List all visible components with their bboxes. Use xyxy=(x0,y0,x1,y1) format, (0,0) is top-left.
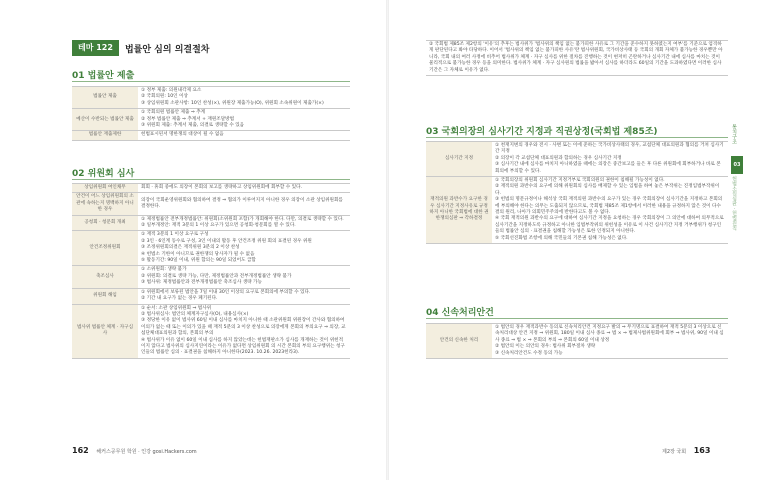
table-row xyxy=(72,288,350,304)
content-line: ② 국회법 제85조 제2항의 '이유'의 추후는 법사위가 '법사위의 책임 없는 불가피한 사유로 그 기간을 준수하지 못하였는지 여부'를 기준으로 엄격하게 판단된다고 봐야 타당하다. 이어서 '법사위의 책임 없는 불가피한 사유'란 법사위원회, 국가비상사태 등 국회의 개회 자체가 불가능한 경우뿐만 아니라, 국회 내의 여러 사정에 비추어 법사위가 체계 · 자구 심사를 위한 절차를 진행하는 것이 현저히 곤란하거나 심사기간 내에 심사를 마치는 것이 물리적으로 불가능한 경우 등을 의미한다. 법사위가 체계 · 자구 심사원의 법률을 밟아서 심사를 하더라도 60일의 기간을 도과하였다면 이러한 심사기간은 그 자체로 이유가 없다. xyxy=(429,42,723,73)
table-row xyxy=(72,87,350,109)
content-line: ① 국회의원 법률안 제출 ⇒ 추계 xyxy=(141,110,206,116)
table-bill-submission xyxy=(72,86,350,141)
section-divider xyxy=(72,81,350,82)
table-row xyxy=(426,177,728,244)
content-line: ③ 심사기간 내에 심사를 마치지 아니하였을 때에는 의장은 중간보고를 들은 후 다른 위원회에 회부하거나 바로 본회의에 부의할 수 있다. xyxy=(495,162,721,174)
row-content xyxy=(138,288,350,304)
row-content xyxy=(138,215,350,231)
table-row xyxy=(72,215,350,231)
content-line: ③ 위원회 제출: 추계서 제출, 의결로 생략할 수 있음 xyxy=(141,123,245,129)
row-header: 법사위 법률안 체계 · 자구심사 xyxy=(72,304,138,358)
content-line: ② 법사위심사: 법안의 체계자구심사(O), 내용심사(×) xyxy=(141,311,249,317)
row-content xyxy=(138,131,350,140)
theme-badge: 테마 122 xyxy=(72,40,119,56)
content-line: ② 정부 법률안 제출 ⇒ 추계서 + 재원조달방법 xyxy=(141,116,235,122)
content-line: ① 순서: 소관 상임위원회 ⇒ 법사위 xyxy=(141,305,212,311)
content-line: ② 위원회: 의결로 생략 가능, 다만, 제정법률안과 전부개정법률안 생략 불가 xyxy=(141,273,292,279)
row-content xyxy=(492,142,728,177)
table-review-period xyxy=(426,141,728,244)
left-footer xyxy=(72,446,197,455)
content-line: 의장이 국회운영위원회와 협의하여 결정 ⇒ 협의가 이루어지지 아니한 경우 의장이 소관 상임위원회를 결정한다. xyxy=(141,197,343,210)
content-line: ① 제정법률안 전부개정법률안: 위원회(소위원회 포함)가 개회해야 한다. 다만, 의결로 생략할 수 있다. xyxy=(141,216,344,222)
section-divider xyxy=(426,318,728,319)
row-content xyxy=(138,266,350,288)
content-line: ③ 헌법의 명문규정이나 해석상 국회 재적의원 과반수의 요구가 있는 경우 국회의장이 심사기간을 지정하고 본회의에 부의해야 한다는 의무는 도출되지 않으므로, 국회법 제85조 제1항에서 이러한 내용을 규정하지 않은 것이 다수결의 원리, 나아가 의회민주주의에 반한다고도 볼 수 없다. xyxy=(495,197,723,216)
content-line: ④ 헌법소 기한이 아니므로 권한쟁의 당사자가 될 수 없음 xyxy=(141,251,255,257)
table-row xyxy=(426,324,728,359)
row-header: 위원회 해임 xyxy=(72,288,138,304)
row-content xyxy=(138,193,350,215)
row-header: 법률안 제출 xyxy=(72,87,138,109)
row-content xyxy=(138,184,350,193)
content-line: ① 국회의장의 위원회 심사기간 지정거부로 국회의원의 권한이 침해될 가능성이 없다. xyxy=(495,178,665,184)
row-header: 공청회 · 청문회 개최 xyxy=(72,215,138,231)
footer-text: 해커스공무원 학원 · 인강 gosi.Hackers.com xyxy=(96,449,197,455)
section-divider xyxy=(426,137,728,138)
row-content xyxy=(492,177,728,244)
table-row xyxy=(72,109,350,131)
page-number: 162 xyxy=(72,446,89,455)
section-title-2: 02 위원회 심사 xyxy=(72,169,135,179)
content-line: 헌법표시된서 명한쟁의 대상이 될 수 없음 xyxy=(141,132,224,138)
row-content xyxy=(426,41,728,76)
row-content xyxy=(138,87,350,109)
content-line: ② 법안의 이는 의안의 경우: 법사위 회부절차 생략 xyxy=(495,344,596,350)
table-committee-review xyxy=(72,183,350,359)
table-row xyxy=(72,131,350,140)
content-line: ① 소위원회: 생략 불가 xyxy=(141,267,187,273)
row-header: 상임위원회 여인채무 xyxy=(72,184,138,193)
table-row xyxy=(72,231,350,266)
row-content xyxy=(492,324,728,359)
section-title-3: 03 국회의장의 심사기간 지정과 직권상정(국회법 제85조) xyxy=(426,127,658,137)
content-line: ② 재적의원 과반수의 요구에 의해 위원회의 심사를 배제할 수 있는 입법을 하여 놓은 부작위는 진정입법부작위이다. xyxy=(495,184,720,196)
content-line: ③ 법사위: 제정법률안과 전부개정법률안 축조심사 생략 가능 xyxy=(141,280,262,286)
row-header: 예산이 수반되는 법률안 제출 xyxy=(72,109,138,131)
table-row xyxy=(72,193,350,215)
side-index xyxy=(731,124,745,236)
content-line: ② 기간 내 요구가 없는 경우 폐기된다. xyxy=(141,296,218,302)
right-footer xyxy=(662,446,710,455)
row-header: 안건이 어느 상임위원회의 소관에 속하는지 명백하지 아니한 경우 xyxy=(72,193,138,215)
content-line: ① 위원회에서 보류된 법안을 7일 이내 30인 이상의 요구로 본회의에 부의할 수 있다. xyxy=(141,289,311,295)
table-fast-track xyxy=(426,323,728,359)
table-row xyxy=(426,41,728,76)
row-header: 안건조정위원회 xyxy=(72,231,138,266)
content-line: ② 일부개정안: 재적 3분의 1 이상 요구가 있으면 공청회·청문회를 열 수 있다. xyxy=(141,223,296,229)
content-line: ③ 신속처리안건도 수정 동의 가능 xyxy=(495,350,563,356)
chapter-tab[interactable]: 03 xyxy=(731,156,743,174)
table-row xyxy=(72,184,350,193)
content-line: ① 재적 3분의 1 이상 요구로 구성 xyxy=(141,232,209,238)
row-header: 축조심사 xyxy=(72,266,138,288)
row-header: 심사기간 지정 xyxy=(426,142,492,177)
content-line: ③ 정당한 이유 없이 법사위 60일 이내 심사를 마치지 아니한 때 소관위원회 위원장이 간사와 협의하여 이의가 없는 때 또는 이의가 있을 때 재적 5분의 3 이상 찬성으로 의장에게 본회의 부의요구 ⇒ 의장, 교섭단체대표의원과 합의, 본회의 부의 xyxy=(141,318,346,337)
content-line: 회회 · 휴회 중에도 의장이 본회의 보고를 생략하고 상임위원회에 회부할 수 있다. xyxy=(141,185,302,190)
content-line: ① 정부 제출: 의원내각제 요소 xyxy=(141,88,202,93)
table-continued xyxy=(426,40,728,76)
theme-header xyxy=(72,40,209,56)
row-header: 법률안 재출제한 xyxy=(72,131,138,140)
content-line: ③ 조정위원회의결은 재적위원 3분의 2 이상 찬성 xyxy=(141,245,240,251)
content-line: ③ 상임위원회 소관사항: 10인 찬성(×), 위원장 제출가능(O), 위원회 소속위원이 제출가(×) xyxy=(141,100,324,106)
row-content xyxy=(138,109,350,131)
row-header: 안건의 신속한 처리 xyxy=(426,324,492,359)
content-line: ① 천재지변의 경우와 전시 · 사변 또는 이에 준하는 국가비상사태의 경우, 교섭단체 대표의원과 협의를 거쳐 심사기간 지정 xyxy=(495,143,724,155)
table-row xyxy=(426,142,728,177)
side-top-label: 통치구조 xyxy=(731,124,737,144)
row-content xyxy=(138,304,350,358)
section-divider xyxy=(72,179,350,180)
content-line: ② 의장이 각 교섭단체 대표의원과 합의하는 경우 심사기간 지정 xyxy=(495,155,622,161)
content-line: ② 3인 · 6인계 동수로 구성, 3인 이내의 활동 후 안건조정 위원 회의 표결된 경우 위원 xyxy=(141,238,312,244)
content-line: ② 국회의원: 10인 이상 xyxy=(141,94,188,100)
side-sub-label: 헌법소원심판 · 헌법원칙 xyxy=(731,176,737,231)
row-content xyxy=(138,231,350,266)
right-page xyxy=(388,0,775,480)
footer-chapter: 제2장 국회 xyxy=(662,449,687,455)
section-title-4: 04 신속처리안건 xyxy=(426,308,494,318)
theme-title: 법률안 심의 의결절차 xyxy=(124,44,210,55)
section-title-1: 01 법률안 제출 xyxy=(72,71,135,81)
content-line: ⑤ 국회선진화법 조항에 의해 국민들의 기본권 침해 가능성은 없다. xyxy=(495,235,628,241)
content-line: ④ 국회 재적의원 과반수의 요구에 대하여 심사기간 지정을 요청하는 경우 국회의장이 그 의안에 대하여 의무적으로 심사기간을 지정하도록 규정하고 아니한 입법부작위의 위헌성을 이유로 이 사건 심사기간 지정 거부행위가 청구인들의 법률안 심의 · 표결권을 침해할 가능성은 또한 인정되지 아니한다. xyxy=(495,216,724,235)
content-line: ① 법안의 경우 재적과반수 동의로 신속처리안건 지정요구 발의 ⇒ 무기명으로 표결하여 재적 5분의 3 이상으로 신속처리대상 안건 지정 ⇒ 위원회, 180일 이내 심사 종료 ⇒ 법 × ⇒ 법제사법위원회에 회부 ⇒ 법사위, 90일 이내 심사 종료 ⇒ 법 × ⇒ 본회의 부의 ⇒ 본회의 60일 이내 상정 xyxy=(495,325,724,343)
content-line: ④ 법사위가 이유 없이 60일 이내 심사를 하지 않았는데는 헌법재판소가 심사를 개재하는 것이 위헌적이지 않다고 법사위의 심사지연이라는 이유가 없다면 상임위원회 의 시간 본회의 부의 요구행위는 청구인들의 법률안 심의 · 표결권을 침해하지 아니한다(2023. 10.26. 2023헌라3). xyxy=(141,337,345,356)
page-number: 163 xyxy=(693,446,711,455)
row-header: 재적의원 과반수가 요구한 경우 심사기간 지정사유로 규정하지 아니한 국회법에 대한 권한쟁의심판 ⇒ 각하결정 xyxy=(426,177,492,244)
content-line: ⑤ 활동기간: 90일 이내, 위원 합의는 90일 되었어도 급함 xyxy=(141,258,256,264)
table-row xyxy=(72,266,350,288)
table-row xyxy=(72,304,350,358)
